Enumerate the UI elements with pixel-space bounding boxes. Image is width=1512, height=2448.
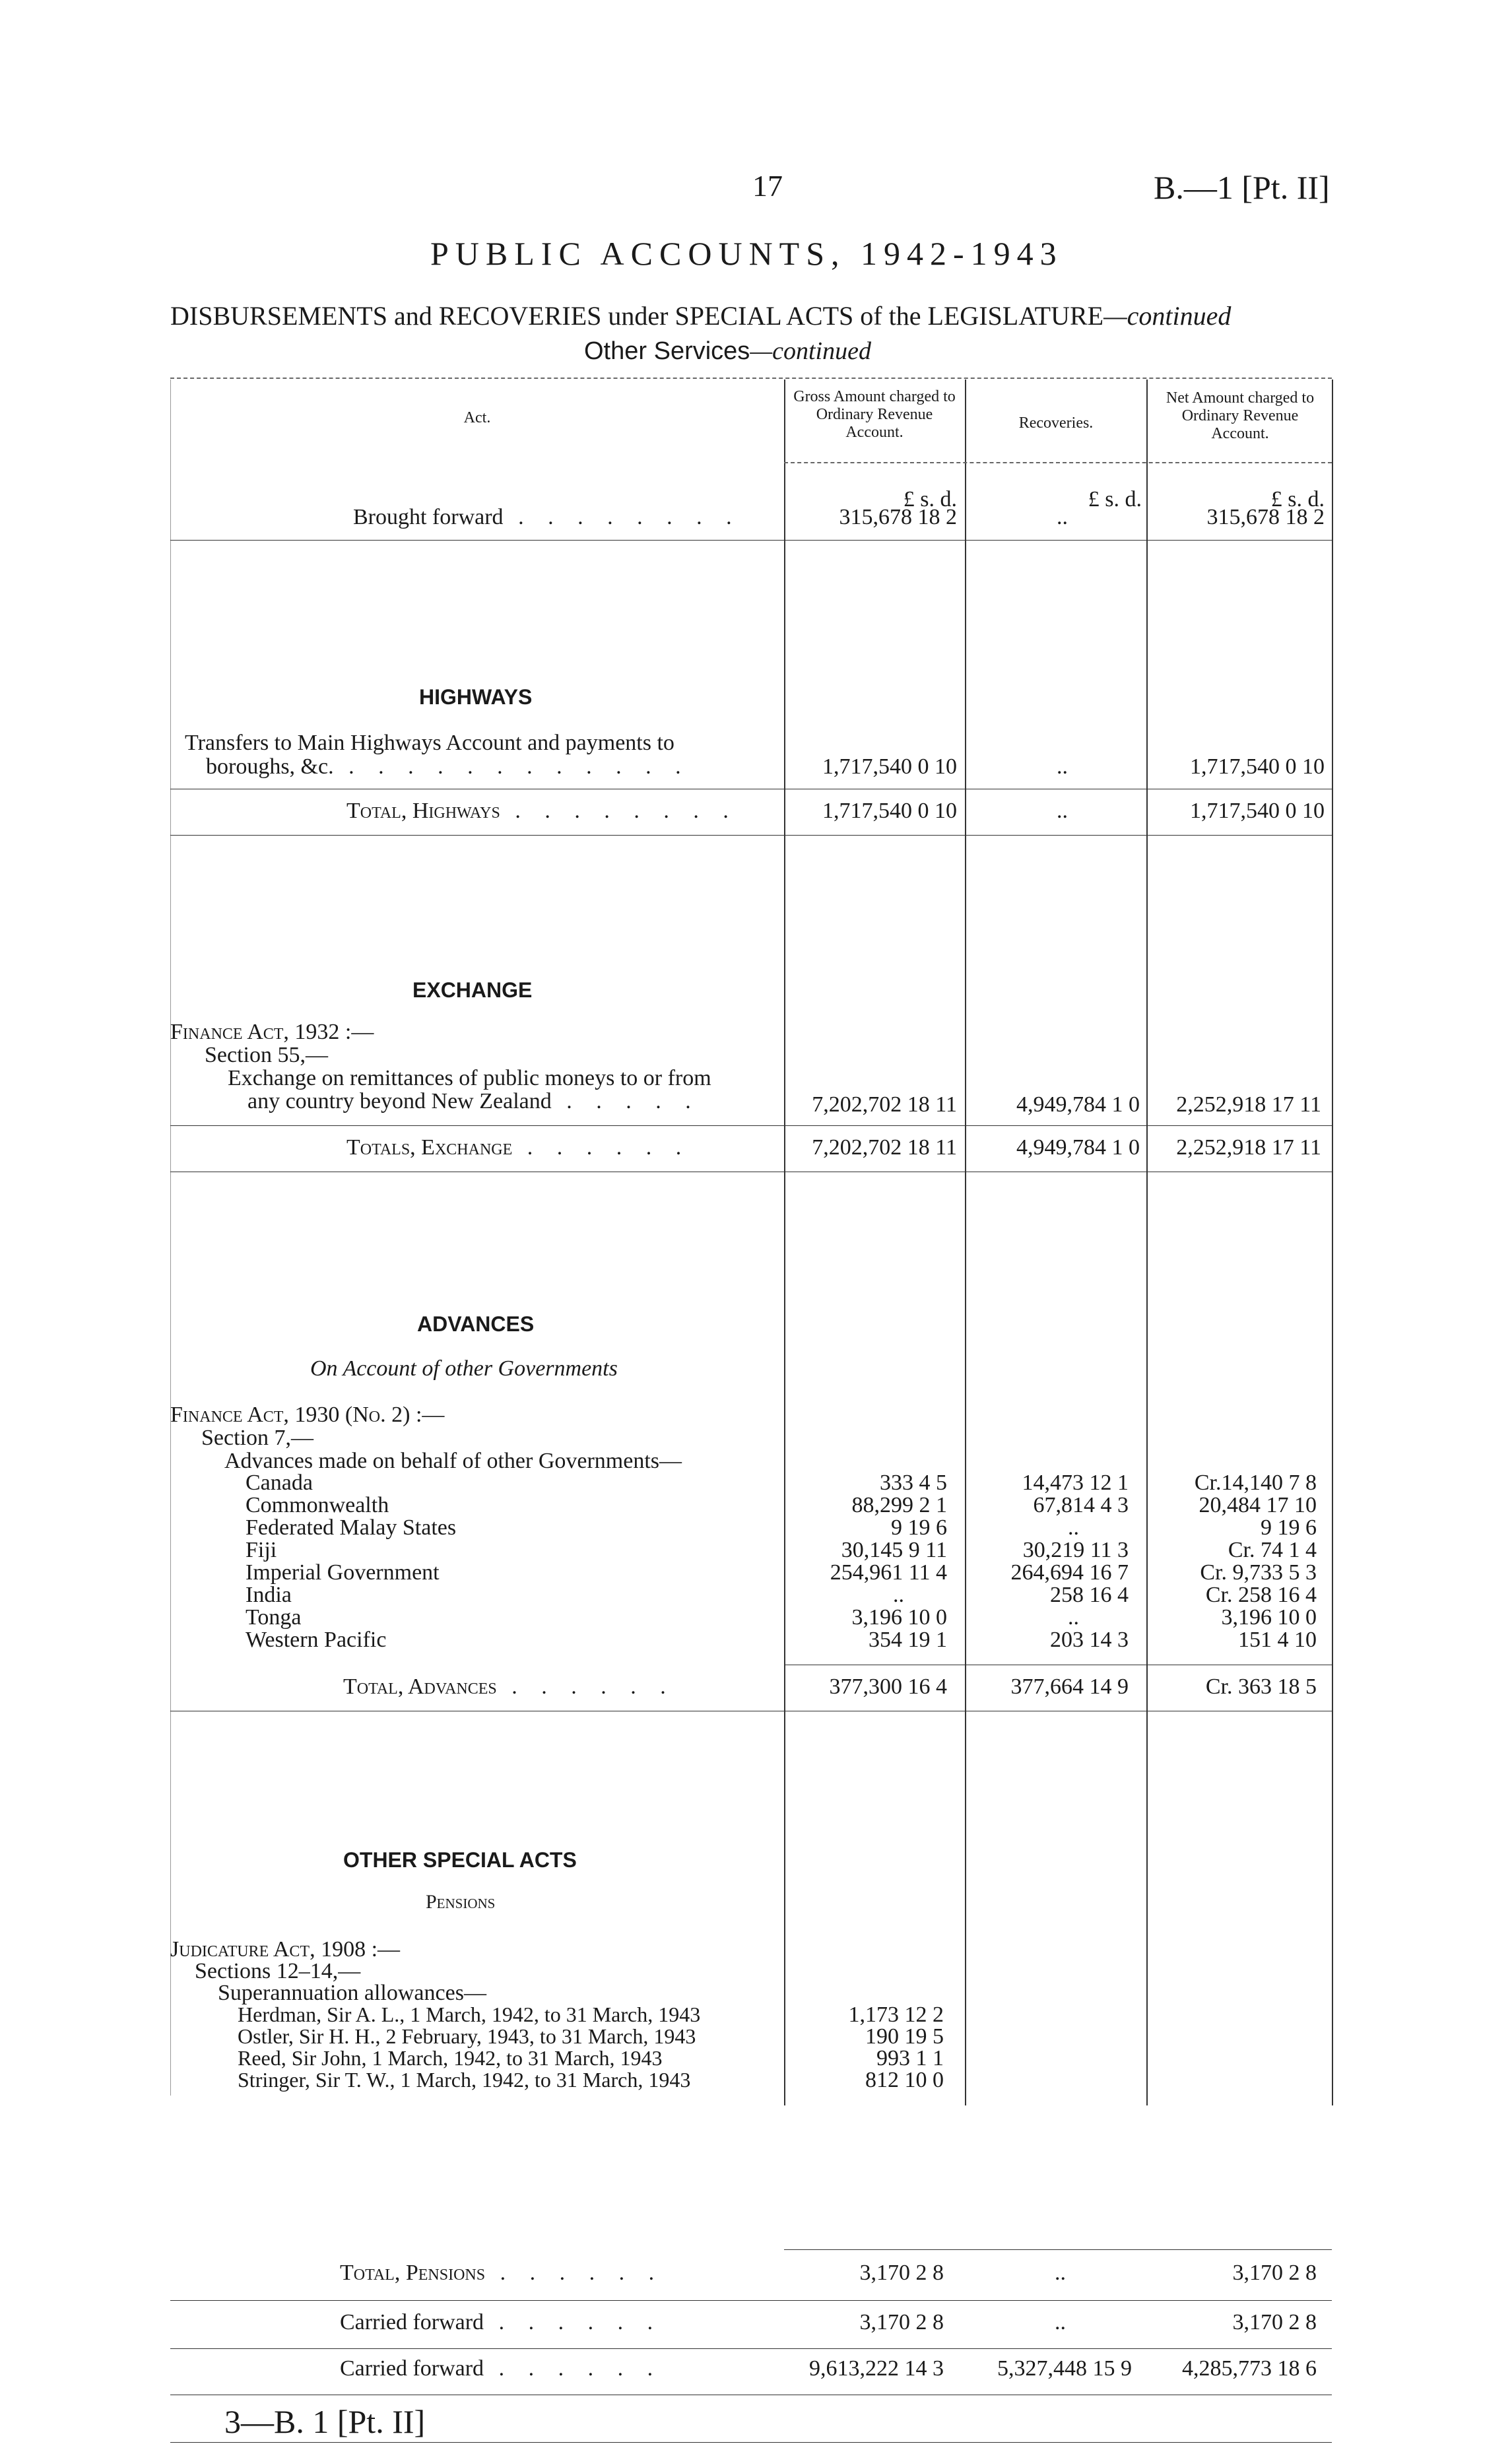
exchange-act: Finance Act, 1932 :— — [170, 1020, 374, 1044]
table-row-net: 20,484 17 10 — [1199, 1493, 1317, 1517]
highways-item-recoveries: .. — [1057, 754, 1068, 779]
document-reference: B.—1 [Pt. II] — [1154, 169, 1330, 206]
advances-desc: Advances made on behalf of other Governments— — [224, 1449, 682, 1473]
exchange-heading: EXCHANGE — [412, 978, 533, 1002]
table-row-net: Cr. 74 1 4 — [1228, 1538, 1317, 1562]
carried-forward-net-1: 3,170 2 8 — [1232, 2310, 1317, 2334]
carried-forward-gross-1: 3,170 2 8 — [859, 2310, 944, 2334]
brought-forward-label: Brought forward — [353, 505, 504, 529]
table-row-gross: 88,299 2 1 — [851, 1493, 947, 1517]
advances-heading: ADVANCES — [417, 1312, 535, 1336]
table-row-gross: 3,196 10 0 — [851, 1605, 947, 1630]
table-row-recoveries: .. — [1068, 1605, 1079, 1630]
advances-total-recoveries: 377,664 14 9 — [1010, 1674, 1129, 1699]
table-row-gross: .. — [893, 1583, 904, 1607]
table-row-recoveries: 264,694 16 7 — [1010, 1560, 1129, 1585]
other-acts-heading: OTHER SPECIAL ACTS — [343, 1848, 577, 1872]
other-acts-subheading: Pensions — [426, 1891, 496, 1913]
table-row-gross: 333 4 5 — [880, 1471, 947, 1495]
table-row-gross: 812 10 0 — [865, 2068, 944, 2092]
column-header-recoveries: Recoveries. — [1018, 414, 1094, 432]
column-header-act: Act. — [463, 409, 491, 426]
table-row-gross: 9 19 6 — [891, 1515, 947, 1540]
currency-recoveries: £ s. d. — [1088, 487, 1142, 512]
page-title: PUBLIC ACCOUNTS, 1942-1943 — [430, 235, 1063, 272]
table-row-name: Herdman, Sir A. L., 1 March, 1942, to 31 March, 1943 — [238, 2002, 701, 2026]
table-row-gross: 254,961 11 4 — [830, 1560, 947, 1585]
table-row-name: Commonwealth — [246, 1493, 389, 1517]
subtitle-continued: —continued — [1103, 301, 1232, 331]
table-row-recoveries: .. — [1068, 1515, 1079, 1540]
table-row-name: Ostler, Sir H. H., 2 February, 1943, to 31 March, 1943 — [238, 2024, 696, 2048]
table-row-name: Tonga — [246, 1605, 302, 1630]
table-row-name: Fiji — [246, 1538, 277, 1562]
section-continued: —continued — [750, 337, 871, 365]
advances-subheading: On Account of other Governments — [310, 1356, 618, 1381]
footer-reference: 3—B. 1 [Pt. II] — [224, 2403, 426, 2440]
carried-forward-net: 4,285,773 18 6 — [1182, 2356, 1317, 2381]
advances-total-label: Total, Advances — [343, 1674, 497, 1699]
highways-total-gross: 1,717,540 0 10 — [822, 799, 957, 823]
page-number: 17 — [752, 169, 783, 203]
advances-section: Section 7,— — [201, 1426, 313, 1450]
exchange-item-line2: any country beyond New Zealand — [247, 1089, 552, 1113]
currency-net: £ s. d. — [1270, 487, 1325, 512]
brought-forward-net: 315,678 18 2 — [1206, 505, 1325, 529]
highways-item-line1: Transfers to Main Highways Account and payments to — [185, 731, 674, 755]
carried-forward-recoveries-1: .. — [1055, 2310, 1066, 2334]
pensions-total-recoveries: .. — [1055, 2261, 1066, 2285]
brought-forward-recoveries: .. — [1057, 505, 1068, 529]
table-row-gross: 190 19 5 — [865, 2024, 944, 2049]
brought-forward-gross: 315,678 18 2 — [839, 505, 957, 529]
highways-item-net: 1,717,540 0 10 — [1190, 754, 1325, 779]
currency-gross: £ s. d. — [903, 487, 957, 512]
table-row-name: Western Pacific — [246, 1628, 387, 1652]
other-acts-act: Judicature Act, 1908 :— — [170, 1937, 401, 1962]
table-row-gross: 1,173 12 2 — [848, 2002, 944, 2027]
table-row-name: Imperial Government — [246, 1560, 440, 1585]
other-acts-desc: Superannuation allowances— — [218, 1981, 486, 2005]
pensions-total-net: 3,170 2 8 — [1232, 2261, 1317, 2285]
pensions-total-label: Total, Pensions — [340, 2261, 486, 2285]
subtitle-main: DISBURSEMENTS and RECOVERIES under SPECIAL ACTS of the LEGISLATURE — [170, 301, 1104, 331]
exchange-total-net: 2,252,918 17 11 — [1176, 1135, 1321, 1160]
table-row-net: 9 19 6 — [1261, 1515, 1317, 1540]
table-row-gross: 30,145 9 11 — [841, 1538, 947, 1562]
exchange-total-label: Totals, Exchange — [346, 1135, 513, 1160]
section-name: Other Services — [584, 337, 750, 365]
pensions-total-gross: 3,170 2 8 — [859, 2261, 944, 2285]
exchange-item-line1: Exchange on remittances of public moneys to or from — [228, 1066, 711, 1090]
table-row-name: Canada — [246, 1471, 313, 1495]
other-acts-section: Sections 12–14,— — [195, 1959, 361, 1983]
table-row-recoveries: 30,219 11 3 — [1022, 1538, 1129, 1562]
exchange-section: Section 55,— — [205, 1043, 328, 1067]
column-header-gross: Gross Amount charged to Ordinary Revenue Account. — [793, 388, 956, 441]
table-row-gross: 993 1 1 — [876, 2046, 944, 2070]
table-row-recoveries: 14,473 12 1 — [1022, 1471, 1129, 1495]
highways-total-net: 1,717,540 0 10 — [1190, 799, 1325, 823]
carried-forward-recoveries: 5,327,448 15 9 — [997, 2356, 1132, 2381]
table-row-name: Reed, Sir John, 1 March, 1942, to 31 March, 1943 — [238, 2046, 663, 2070]
exchange-total-gross: 7,202,702 18 11 — [812, 1135, 957, 1160]
exchange-total-recoveries: 4,949,784 1 0 — [1016, 1135, 1140, 1160]
carried-forward-gross: 9,613,222 14 3 — [809, 2356, 944, 2381]
advances-total-net: Cr. 363 18 5 — [1205, 1674, 1317, 1699]
exchange-item-gross: 7,202,702 18 11 — [812, 1092, 957, 1117]
highways-total-label: Total, Highways — [346, 799, 500, 823]
table-row-name: India — [246, 1583, 292, 1607]
section-title — [584, 337, 871, 366]
table-row-net: 151 4 10 — [1238, 1628, 1317, 1652]
exchange-item-recoveries: 4,949,784 1 0 — [1016, 1092, 1140, 1117]
table-row-recoveries: 67,814 4 3 — [1033, 1493, 1129, 1517]
table-row-recoveries: 203 14 3 — [1050, 1628, 1129, 1652]
table-row-gross: 354 19 1 — [869, 1628, 947, 1652]
highways-total-recoveries: .. — [1057, 799, 1068, 823]
highways-item-gross: 1,717,540 0 10 — [822, 754, 957, 779]
table-row-net: Cr.14,140 7 8 — [1194, 1471, 1317, 1495]
page-subtitle — [170, 300, 1231, 331]
advances-total-gross: 377,300 16 4 — [829, 1674, 947, 1699]
column-header-net: Net Amount charged to Ordinary Revenue Account. — [1166, 389, 1315, 442]
table-row-net: 3,196 10 0 — [1221, 1605, 1317, 1630]
carried-forward-label: Carried forward — [340, 2356, 484, 2381]
table-row-net: Cr. 258 16 4 — [1205, 1583, 1317, 1607]
table-row-name: Stringer, Sir T. W., 1 March, 1942, to 31 March, 1943 — [238, 2068, 691, 2092]
highways-item-line2: boroughs, &c. — [206, 754, 334, 779]
table-row-recoveries: 258 16 4 — [1050, 1583, 1129, 1607]
table-row-name: Federated Malay States — [246, 1515, 457, 1540]
table-row-net: Cr. 9,733 5 3 — [1200, 1560, 1317, 1585]
exchange-item-net: 2,252,918 17 11 — [1176, 1092, 1321, 1117]
highways-heading: HIGHWAYS — [419, 685, 533, 709]
carried-forward-label-1: Carried forward — [340, 2310, 484, 2334]
advances-act: Finance Act, 1930 (No. 2) :— — [170, 1403, 445, 1427]
